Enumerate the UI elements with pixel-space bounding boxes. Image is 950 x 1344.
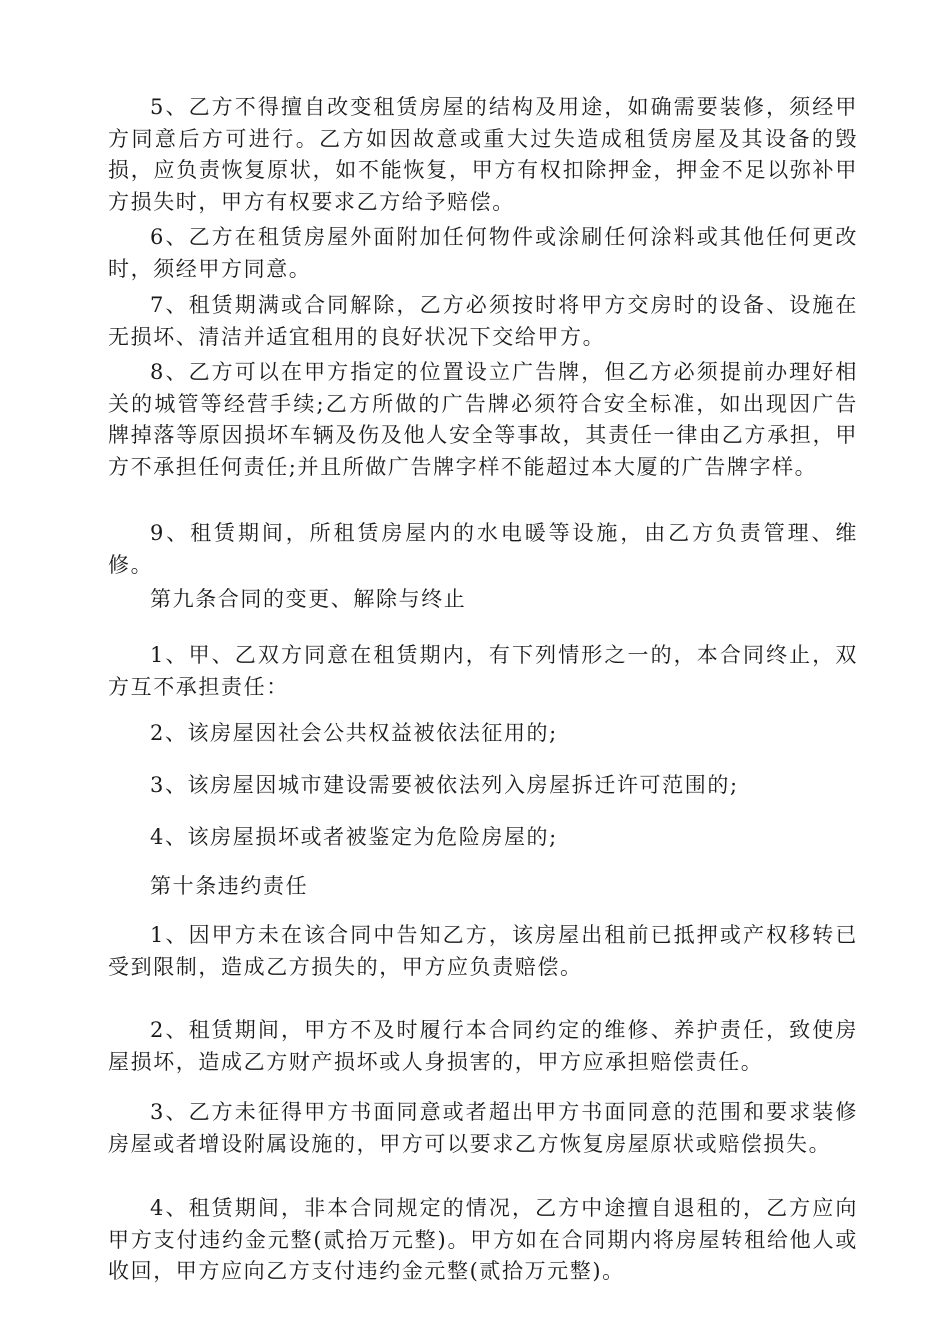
article-10-item-2: 2、租赁期间，甲方不及时履行本合同约定的维修、养护责任，致使房屋损坏，造成乙方财产损坏或人身损害的，甲方应承担赔偿责任。 bbox=[108, 1018, 858, 1074]
article-9-item-1: 1、甲、乙双方同意在租赁期内，有下列情形之一的，本合同终止，双方互不承担责任： bbox=[108, 643, 858, 699]
article-10-heading: 第十条违约责任 bbox=[150, 874, 309, 898]
clause-6-exterior-changes: 6、乙方在租赁房屋外面附加任何物件或涂刷任何涂料或其他任何更改时，须经甲方同意。 bbox=[108, 225, 858, 281]
clause-5-renovation: 5、乙方不得擅自改变租赁房屋的结构及用途，如确需要装修，须经甲方同意后方可进行。乙方如因故意或重大过失造成租赁房屋及其设备的毁损，应负责恢复原状，如不能恢复，甲方有权扣除押金，押金不足以弥补甲方损失时，甲方有权要求乙方给予赔偿。 bbox=[108, 95, 858, 214]
clause-9-utilities: 9、租赁期间，所租赁房屋内的水电暖等设施，由乙方负责管理、维修。 bbox=[108, 521, 858, 577]
article-9-item-2: 2、该房屋因社会公共权益被依法征用的; bbox=[150, 721, 558, 745]
article-9-item-4: 4、该房屋损坏或者被鉴定为危险房屋的; bbox=[150, 825, 558, 849]
article-9-item-3: 3、该房屋因城市建设需要被依法列入房屋拆迁许可范围的; bbox=[150, 773, 739, 797]
article-10-item-1: 1、因甲方未在该合同中告知乙方，该房屋出租前已抵押或产权移转已受到限制，造成乙方损失的，甲方应负责赔偿。 bbox=[108, 923, 858, 979]
article-9-heading: 第九条合同的变更、解除与终止 bbox=[150, 587, 467, 611]
article-10-item-3: 3、乙方未征得甲方书面同意或者超出甲方书面同意的范围和要求装修房屋或者增设附属设施的，甲方可以要求乙方恢复房屋原状或赔偿损失。 bbox=[108, 1100, 858, 1156]
article-10-item-4: 4、租赁期间，非本合同规定的情况，乙方中途擅自退租的，乙方应向甲方支付违约金元整(贰拾万元整)。甲方如在合同期内将房屋转租给他人或收回，甲方应向乙方支付违约金元整(贰拾万元整)。 bbox=[108, 1196, 858, 1283]
clause-8-billboard: 8、乙方可以在甲方指定的位置设立广告牌，但乙方必须提前办理好相关的城管等经营手续;乙方所做的广告牌必须符合安全标准，如出现因广告牌掉落等原因损坏车辆及伤及他人安全等事故，其责任一律由乙方承担，甲方不承担任何责任;并且所做广告牌字样不能超过本大厦的广告牌字样。 bbox=[108, 360, 858, 479]
clause-7-return-of-premises: 7、租赁期满或合同解除，乙方必须按时将甲方交房时的设备、设施在无损坏、清洁并适宜租用的良好状况下交给甲方。 bbox=[108, 293, 858, 349]
